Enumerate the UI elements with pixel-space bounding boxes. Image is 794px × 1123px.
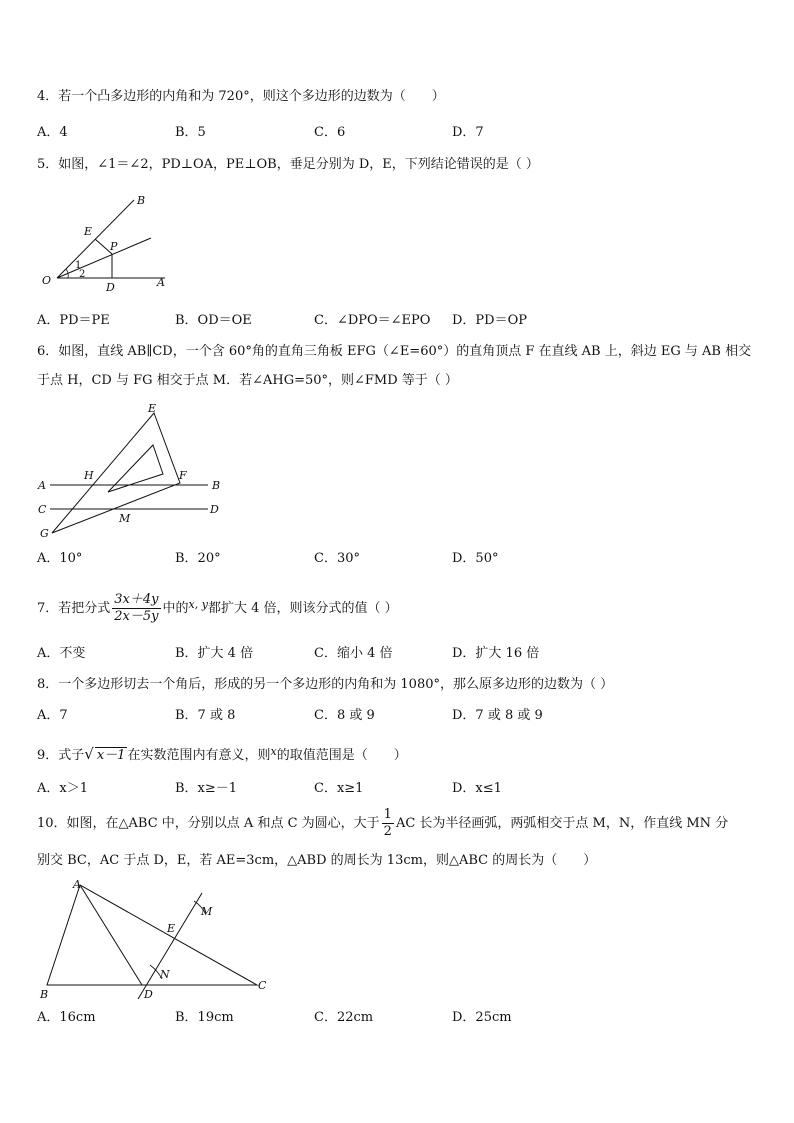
label-o: O [42, 274, 52, 287]
label-e: E [84, 225, 93, 238]
label-angle-2: 2 [79, 269, 86, 280]
q6-option-d[interactable]: D．50° [452, 551, 499, 566]
q5-stem: 5．如图，∠1＝∠2，PD⊥OA，PE⊥OB，垂足分别为 D，E，下列结论错误的是（ ） [37, 157, 539, 172]
label-m: M [119, 512, 131, 525]
q4-option-a[interactable]: A．4 [37, 125, 68, 140]
q4-option-b[interactable]: B．5 [175, 125, 206, 140]
label-d: D [210, 503, 219, 516]
q8-option-b[interactable]: B．7 或 8 [175, 708, 236, 723]
label-f: F [179, 469, 187, 482]
label-b: B [137, 194, 146, 207]
label-m: M [201, 905, 213, 918]
q9-option-c[interactable]: C．x≥1 [314, 781, 364, 796]
q6-stem-line2: 于点 H，CD 与 FG 相交于点 M．若∠AHG=50°，则∠FMD 等于（ ） [37, 373, 458, 388]
q9-stem [37, 740, 407, 768]
q10-stem-line2: 别交 BC，AC 于点 D，E，若 AE=3cm，△ABD 的周长为 13cm，则△ABC 的周长为（ ） [37, 853, 597, 868]
q10-frac-num: 1 [383, 807, 392, 822]
q9-middle: 在实数范围内有意义，则 [127, 748, 271, 763]
q6-option-c[interactable]: C．30° [314, 551, 360, 566]
q5-option-a[interactable]: A．PD＝PE [37, 313, 110, 328]
label-g: G [40, 527, 49, 540]
q5-option-c[interactable]: C．∠DPO＝∠EPO [314, 313, 431, 328]
q10-option-c[interactable]: C．22cm [314, 1010, 374, 1025]
q7-vars: x, y [188, 598, 208, 611]
q7-stem [37, 587, 398, 627]
q6-option-a[interactable]: A．10° [37, 551, 83, 566]
q10-line1-prefix: 10．如图，在△ABC 中，分别以点 A 和点 C 为圆心，大于 [37, 816, 380, 831]
q4-option-d[interactable]: D．7 [452, 125, 484, 140]
q6-option-b[interactable]: B．20° [175, 551, 221, 566]
label-n: N [160, 968, 170, 981]
q10-figure [30, 875, 280, 1005]
q7-option-c[interactable]: C．缩小 4 倍 [314, 646, 393, 661]
line-mn [138, 893, 202, 999]
q6-figure [30, 400, 230, 542]
label-c: C [258, 979, 267, 992]
q10-fraction [382, 807, 394, 840]
q9-option-b[interactable]: B．x≥－1 [175, 781, 238, 796]
q9-option-d[interactable]: D．x≤1 [452, 781, 502, 796]
radical-sign-icon: √ [84, 745, 94, 763]
label-b: B [212, 479, 221, 492]
q5-option-d[interactable]: D．PD＝OP [452, 313, 527, 328]
label-h: H [84, 469, 94, 482]
q10-frac-den: 2 [383, 824, 392, 839]
label-b: B [40, 988, 49, 1001]
q7-fraction [112, 592, 160, 625]
q8-option-c[interactable]: C．8 或 9 [314, 708, 375, 723]
label-c: C [38, 503, 47, 516]
label-p: P [110, 240, 118, 253]
q7-option-d[interactable]: D．扩大 16 倍 [452, 646, 540, 661]
q7-option-b[interactable]: B．扩大 4 倍 [175, 646, 254, 661]
q9-option-a[interactable]: A．x＞1 [37, 781, 88, 796]
q10-stem-line1 [37, 806, 728, 842]
q8-stem: 8．一个多边形切去一个角后，形成的另一个多边形的内角和为 1080°，那么原多边形的边数为（ ） [37, 677, 614, 692]
q7-denominator: 2x－5y [114, 609, 159, 624]
q9-suffix: 的取值范围是（ ） [276, 748, 407, 763]
q9-var: x [270, 745, 277, 758]
triangle-abc [47, 885, 257, 985]
q10-option-b[interactable]: B．19cm [175, 1010, 234, 1025]
q7-option-a[interactable]: A．不变 [37, 646, 86, 661]
q7-middle: 中的 [162, 601, 189, 616]
q10-option-d[interactable]: D．25cm [452, 1010, 512, 1025]
label-e: E [148, 402, 157, 415]
label-d: D [144, 988, 153, 1001]
q9-prefix: 9．式子 [37, 748, 85, 763]
label-a: A [73, 878, 81, 891]
segment-ad [80, 885, 142, 985]
q10-line1-suffix: AC 长为半径画弧，两弧相交于点 M，N，作直线 MN 分 [395, 816, 729, 831]
q6-stem-line1: 6．如图，直线 AB∥CD，一个含 60°角的直角三角板 EFG（∠E=60°）的直角顶点 F 在直线 AB 上，斜边 EG 与 AB 相交 [37, 344, 752, 359]
triangle-efg [52, 413, 180, 533]
q7-suffix: 都扩大 4 倍，则该分式的值（ ） [207, 601, 398, 616]
label-angle-1: 1 [75, 260, 82, 271]
label-d: D [106, 281, 115, 294]
q8-option-d[interactable]: D．7 或 8 或 9 [452, 708, 543, 723]
q4-stem: 4．若一个凸多边形的内角和为 720°，则这个多边形的边数为（ ） [37, 89, 445, 104]
q8-option-a[interactable]: A．7 [37, 708, 68, 723]
q5-figure [37, 190, 177, 295]
q9-radicand: x－1 [96, 748, 126, 763]
label-a: A [157, 276, 165, 289]
q4-option-c[interactable]: C．6 [314, 125, 346, 140]
q10-option-a[interactable]: A．16cm [37, 1010, 96, 1025]
label-e: E [167, 922, 176, 935]
q5-option-b[interactable]: B．OD＝OE [175, 313, 252, 328]
q7-numerator: 3x＋4y [114, 592, 159, 607]
ray-op [57, 238, 151, 278]
label-a: A [38, 479, 46, 492]
q7-prefix: 7．若把分式 [37, 601, 111, 616]
